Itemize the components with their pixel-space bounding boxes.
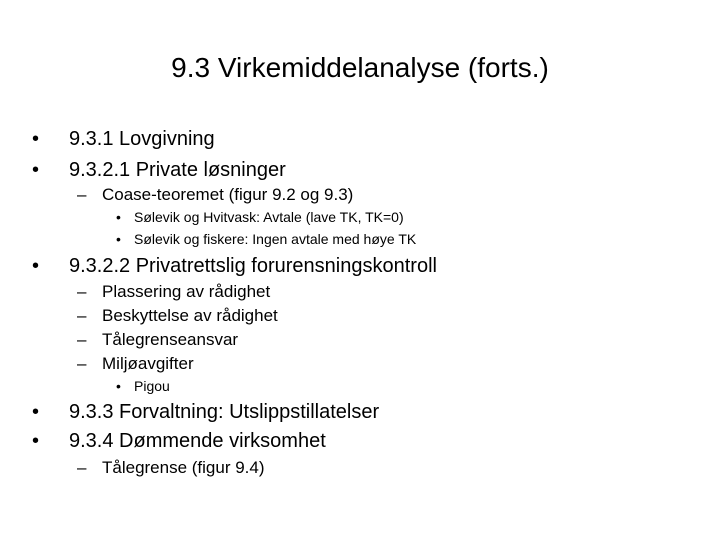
bullet-marker: • bbox=[32, 128, 40, 150]
slide-title: 9.3 Virkemiddelanalyse (forts.) bbox=[171, 52, 549, 83]
bullet-marker: • bbox=[116, 231, 121, 247]
bullet-marker: • bbox=[116, 378, 121, 394]
bullet-marker: • bbox=[32, 430, 40, 452]
sub-item-plassering: Plassering av rådighet bbox=[102, 282, 271, 301]
dash-marker: – bbox=[77, 282, 87, 301]
subsub-item-solevik-fiskere: Sølevik og fiskere: Ingen avtale med høye TK bbox=[134, 231, 417, 247]
bullet-item-lovgivning: 9.3.1 Lovgivning bbox=[69, 128, 215, 150]
dash-marker: – bbox=[77, 306, 87, 325]
bullet-item-forvaltning: 9.3.3 Forvaltning: Utslippstillatelser bbox=[69, 401, 380, 423]
sub-item-talegrenseansvar: Tålegrenseansvar bbox=[102, 330, 239, 349]
subsub-item-pigou: Pigou bbox=[134, 378, 170, 394]
bullet-item-privatrettslig: 9.3.2.2 Privatrettslig forurensningskontroll bbox=[69, 255, 437, 277]
dash-marker: – bbox=[77, 458, 87, 477]
bullet-marker: • bbox=[32, 401, 40, 423]
bullet-marker: • bbox=[116, 209, 121, 225]
bullet-marker: • bbox=[32, 159, 40, 181]
dash-marker: – bbox=[77, 354, 87, 373]
sub-item-beskyttelse: Beskyttelse av rådighet bbox=[102, 306, 278, 325]
bullet-marker: • bbox=[32, 255, 40, 277]
bullet-item-private-losninger: 9.3.2.1 Private løsninger bbox=[69, 159, 286, 181]
sub-item-miljoavgifter: Miljøavgifter bbox=[102, 354, 194, 373]
sub-item-coase-teoremet: Coase-teoremet (figur 9.2 og 9.3) bbox=[102, 185, 354, 204]
subsub-item-solevik-hvitvask: Sølevik og Hvitvask: Avtale (lave TK, TK=0) bbox=[134, 209, 404, 225]
dash-marker: – bbox=[77, 330, 87, 349]
bullet-item-dommende: 9.3.4 Dømmende virksomhet bbox=[69, 430, 326, 452]
sub-item-talegrense: Tålegrense (figur 9.4) bbox=[102, 458, 265, 477]
dash-marker: – bbox=[77, 185, 87, 204]
